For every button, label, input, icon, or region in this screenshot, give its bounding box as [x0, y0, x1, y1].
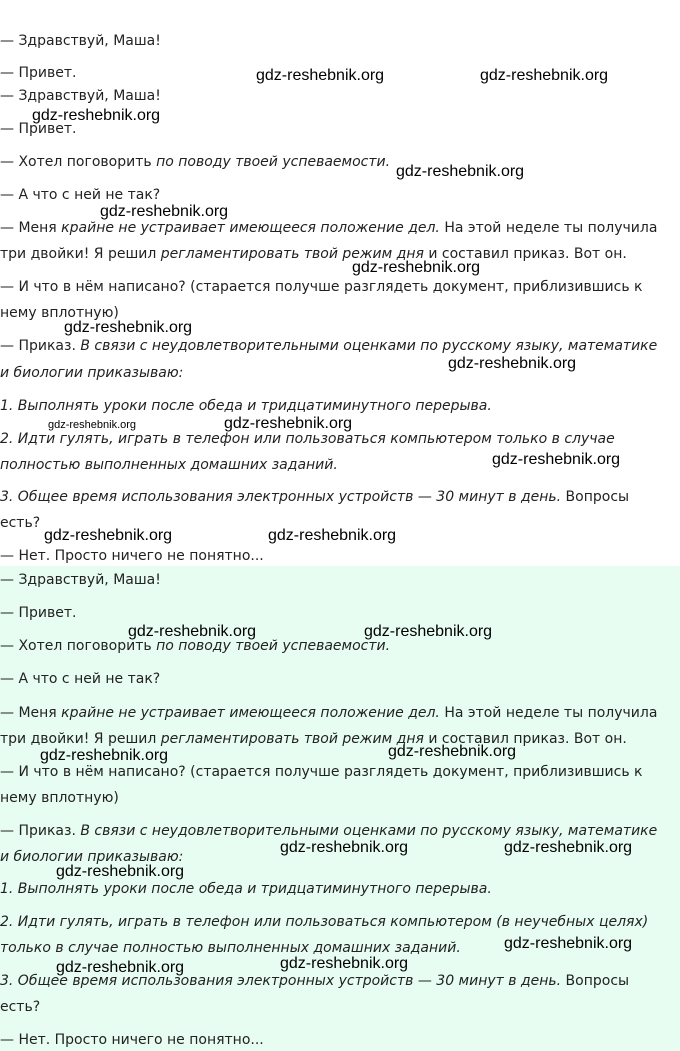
watermark: gdz-reshebnik.org: [256, 67, 385, 84]
dialogue-line: [0, 364, 183, 382]
watermark: gdz-reshebnik.org: [100, 203, 229, 220]
dialogue-line: [0, 32, 161, 50]
watermark: gdz-reshebnik.org: [224, 415, 353, 432]
plain-text: — Приказ.: [0, 823, 81, 839]
plain-text: нему вплотную): [0, 790, 119, 806]
italic-text: регламентировать твой режим дня: [160, 246, 424, 262]
watermark: gdz-reshebnik.org: [480, 67, 609, 84]
watermark: gdz-reshebnik.org: [32, 107, 161, 124]
plain-text: есть?: [0, 999, 41, 1015]
dialogue-line: [0, 64, 76, 82]
watermark: gdz-reshebnik.org: [448, 355, 577, 372]
dialogue-line: [0, 87, 161, 105]
italic-text: 2. Идти гулять, играть в телефон или пользоваться компьютером (в неучебных целях): [0, 914, 649, 930]
dialogue-line: [0, 670, 160, 688]
plain-text: есть?: [0, 515, 41, 531]
dialogue-line: [0, 822, 657, 840]
italic-text: по поводу твоей успеваемости.: [156, 154, 391, 170]
dialogue-line: [0, 547, 264, 565]
watermark: gdz-reshebnik.org: [56, 959, 185, 976]
dialogue-line: [0, 998, 40, 1016]
plain-text: На этой неделе ты получила: [439, 220, 658, 236]
watermark: gdz-reshebnik.org: [352, 259, 481, 276]
plain-text: — Нет. Просто ничего не понятно...: [0, 1032, 264, 1048]
italic-text: 1. Выполнять уроки после обеда и тридцатиминутного перерыва.: [0, 398, 492, 414]
dialogue-line: [0, 278, 642, 296]
plain-text: три двойки! Я решил: [0, 246, 161, 262]
watermark: gdz-reshebnik.org: [48, 419, 137, 431]
watermark: gdz-reshebnik.org: [364, 623, 493, 640]
plain-text: Вопросы: [561, 489, 630, 505]
dialogue-line: [0, 488, 629, 506]
watermark: gdz-reshebnik.org: [44, 527, 173, 544]
plain-text: — А что с ней не так?: [0, 671, 161, 687]
dialogue-line: [0, 789, 119, 807]
dialogue-line: [0, 730, 627, 748]
dialogue-line: [0, 763, 642, 781]
italic-text: крайне не устраивает имеющееся положение дел.: [61, 705, 440, 721]
watermark: gdz-reshebnik.org: [56, 863, 185, 880]
watermark: gdz-reshebnik.org: [388, 743, 517, 760]
plain-text: — Здравствуй, Маша!: [0, 572, 161, 588]
dialogue-line: [0, 397, 492, 415]
dialogue-line: [0, 337, 657, 355]
italic-text: 1. Выполнять уроки после обеда и тридцатиминутного перерыва.: [0, 881, 492, 897]
plain-text: На этой неделе ты получила: [439, 705, 658, 721]
plain-text: — И что в нём написано? (старается получше разглядеть документ, приблизившись к: [0, 279, 643, 295]
dialogue-line: [0, 1031, 264, 1049]
italic-text: только в случае полностью выполненных домашних заданий.: [0, 940, 461, 956]
plain-text: — Хотел поговорить: [0, 638, 157, 654]
dialogue-line: [0, 880, 492, 898]
dialogue-block-edited: [0, 566, 680, 1051]
plain-text: — Хотел поговорить: [0, 154, 157, 170]
dialogue-line: [0, 219, 657, 237]
italic-text: 3. Общее время использования электронных устройств — 30 минут в день.: [0, 973, 562, 989]
dialogue-line: [0, 186, 160, 204]
dialogue-line: [0, 245, 627, 263]
italic-text: крайне не устраивает имеющееся положение дел.: [61, 220, 440, 236]
plain-text: Вопросы: [561, 973, 630, 989]
watermark: gdz-reshebnik.org: [492, 451, 621, 468]
plain-text: — Меня: [0, 220, 62, 236]
watermark: gdz-reshebnik.org: [396, 163, 525, 180]
dialogue-line: [0, 153, 390, 171]
plain-text: — А что с ней не так?: [0, 187, 161, 203]
plain-text: — Привет.: [0, 65, 77, 81]
italic-text: и биологии приказываю:: [0, 849, 184, 865]
italic-text: и биологии приказываю:: [0, 365, 184, 381]
dialogue-line: [0, 604, 76, 622]
plain-text: и составил приказ. Вот он.: [423, 731, 627, 747]
italic-text: по поводу твоей успеваемости.: [156, 638, 391, 654]
watermark: gdz-reshebnik.org: [280, 839, 409, 856]
plain-text: нему вплотную): [0, 305, 119, 321]
watermark: gdz-reshebnik.org: [268, 527, 397, 544]
plain-text: и составил приказ. Вот он.: [423, 246, 627, 262]
italic-text: 3. Общее время использования электронных устройств — 30 минут в день.: [0, 489, 562, 505]
plain-text: три двойки! Я решил: [0, 731, 161, 747]
watermark: gdz-reshebnik.org: [128, 623, 257, 640]
dialogue-line: [0, 456, 338, 474]
italic-text: 2. Идти гулять, играть в телефон или пользоваться компьютером только в случае: [0, 431, 615, 447]
plain-text: — И что в нём написано? (старается получше разглядеть документ, приблизившись к: [0, 764, 643, 780]
watermark: gdz-reshebnik.org: [280, 955, 409, 972]
plain-text: — Меня: [0, 705, 62, 721]
italic-text: регламентировать твой режим дня: [160, 731, 424, 747]
watermark: gdz-reshebnik.org: [504, 839, 633, 856]
plain-text: — Приказ.: [0, 338, 81, 354]
dialogue-line: [0, 704, 657, 722]
plain-text: — Привет.: [0, 121, 77, 137]
dialogue-line: [0, 514, 40, 532]
dialogue-line: [0, 913, 648, 931]
watermark: gdz-reshebnik.org: [40, 747, 169, 764]
watermark: gdz-reshebnik.org: [504, 935, 633, 952]
italic-text: В связи с неудовлетворительными оценками по русскому языку, математике: [80, 338, 658, 354]
dialogue-line: [0, 571, 161, 589]
italic-text: В связи с неудовлетворительными оценками по русскому языку, математике: [80, 823, 658, 839]
plain-text: — Нет. Просто ничего не понятно...: [0, 548, 264, 564]
plain-text: — Здравствуй, Маша!: [0, 88, 161, 104]
plain-text: — Привет.: [0, 605, 77, 621]
watermark: gdz-reshebnik.org: [64, 319, 193, 336]
plain-text: — Здравствуй, Маша!: [0, 33, 161, 49]
italic-text: полностью выполненных домашних заданий.: [0, 457, 338, 473]
